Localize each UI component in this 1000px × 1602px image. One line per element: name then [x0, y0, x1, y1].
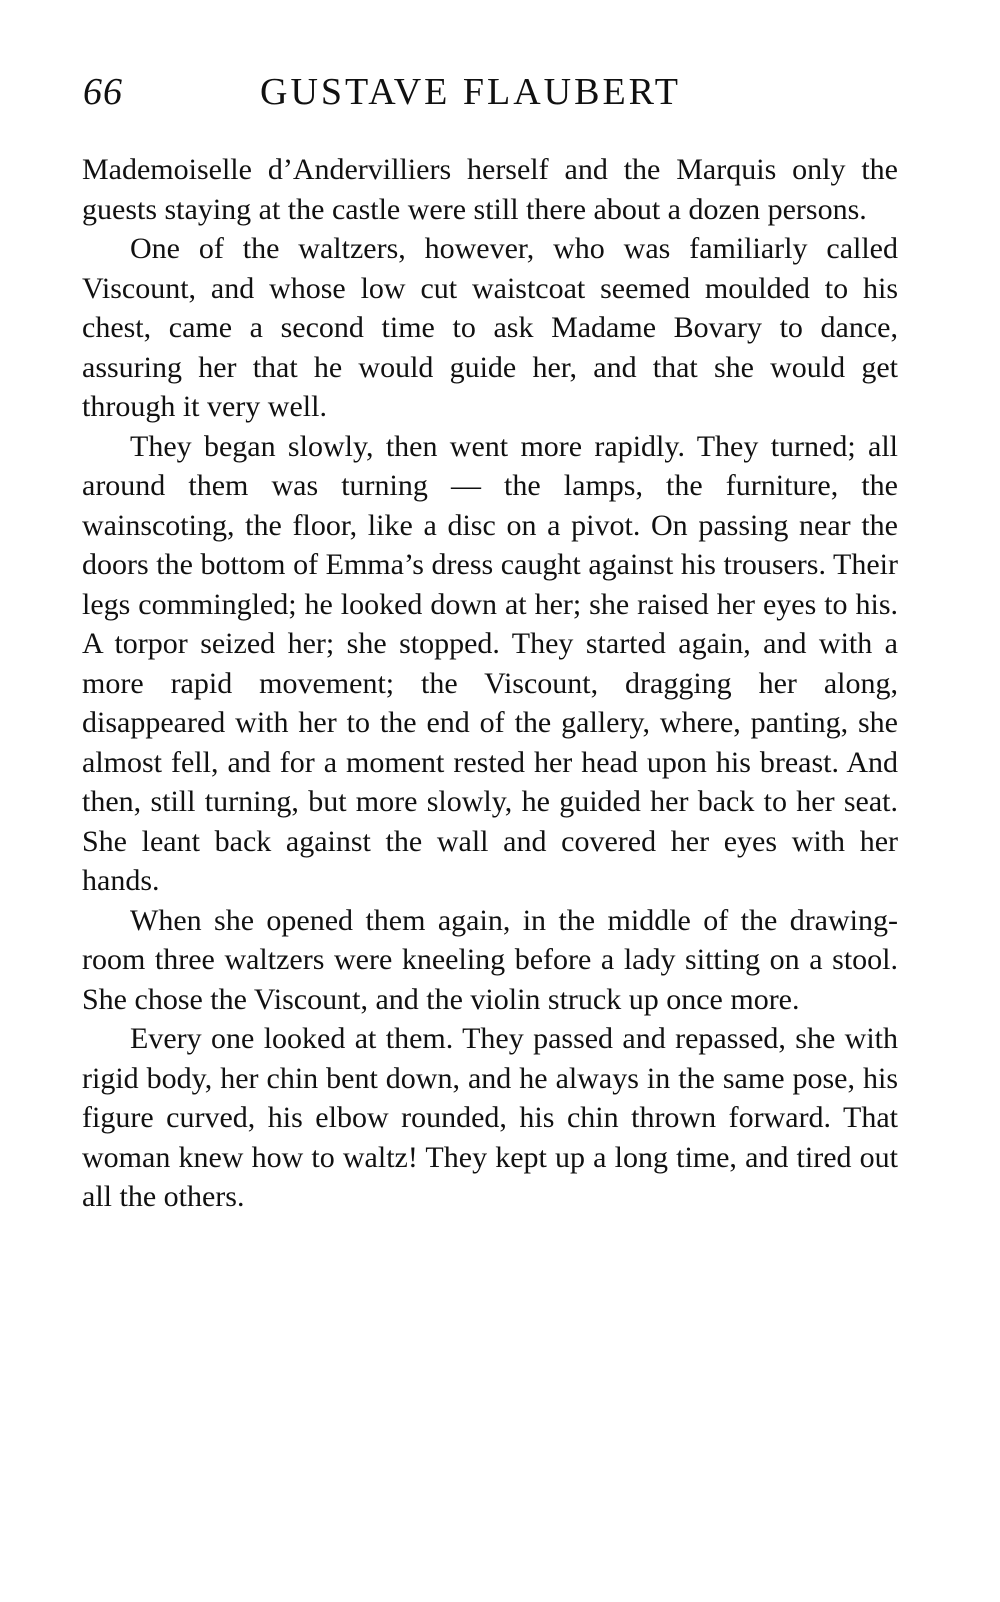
paragraph-2: One of the waltzers, however, who was familiarly called Viscount, and whose low cut waistcoat seemed moulded to his chest, came a second time to ask Madame Bovary to dance, assuring her that he would guide her, and that she would get through it very well.: [82, 232, 898, 423]
paragraph-4: When she opened them again, in the middle of the drawing-room three waltzers were kneeling before a lady sitting on a stool. She chose the Viscount, and the violin struck up once more.: [82, 903, 898, 1016]
page-number: 66: [83, 71, 123, 113]
paragraph-1: Mademoiselle d’Andervilliers herself and the Marquis only the guests staying at the castle were still there about a dozen persons.: [82, 153, 898, 226]
body-text: [82, 150, 898, 1217]
running-head: [80, 70, 900, 122]
paragraph-5: Every one looked at them. They passed and repassed, she with rigid body, her chin bent down, and he always in the same pose, his figure curved, his elbow rounded, his chin thrown forward. That woman knew how to waltz! They kept up a long time, and tired out all the others.: [82, 1022, 898, 1213]
paragraph-3: They began slowly, then went more rapidly. They turned; all around them was turning — the lamps, the furniture, the wainscoting, the floor, like a disc on a pivot. On passing near the doors the bottom of Emma’s dress caught against his trousers. Their legs commingled; he looked down at her; she raised her eyes to his. A torpor seized her; she stopped. They started again, and with a more rapid movement; the Viscount, dragging her along, disappeared with her to the end of the gallery, where, panting, she almost fell, and for a moment rested her head upon his breast. And then, still turning, but more slowly, he guided her back to her seat. She leant back against the wall and covered her eyes with her hands.: [82, 429, 898, 897]
book-author: GUSTAVE FLAUBERT: [260, 71, 681, 113]
